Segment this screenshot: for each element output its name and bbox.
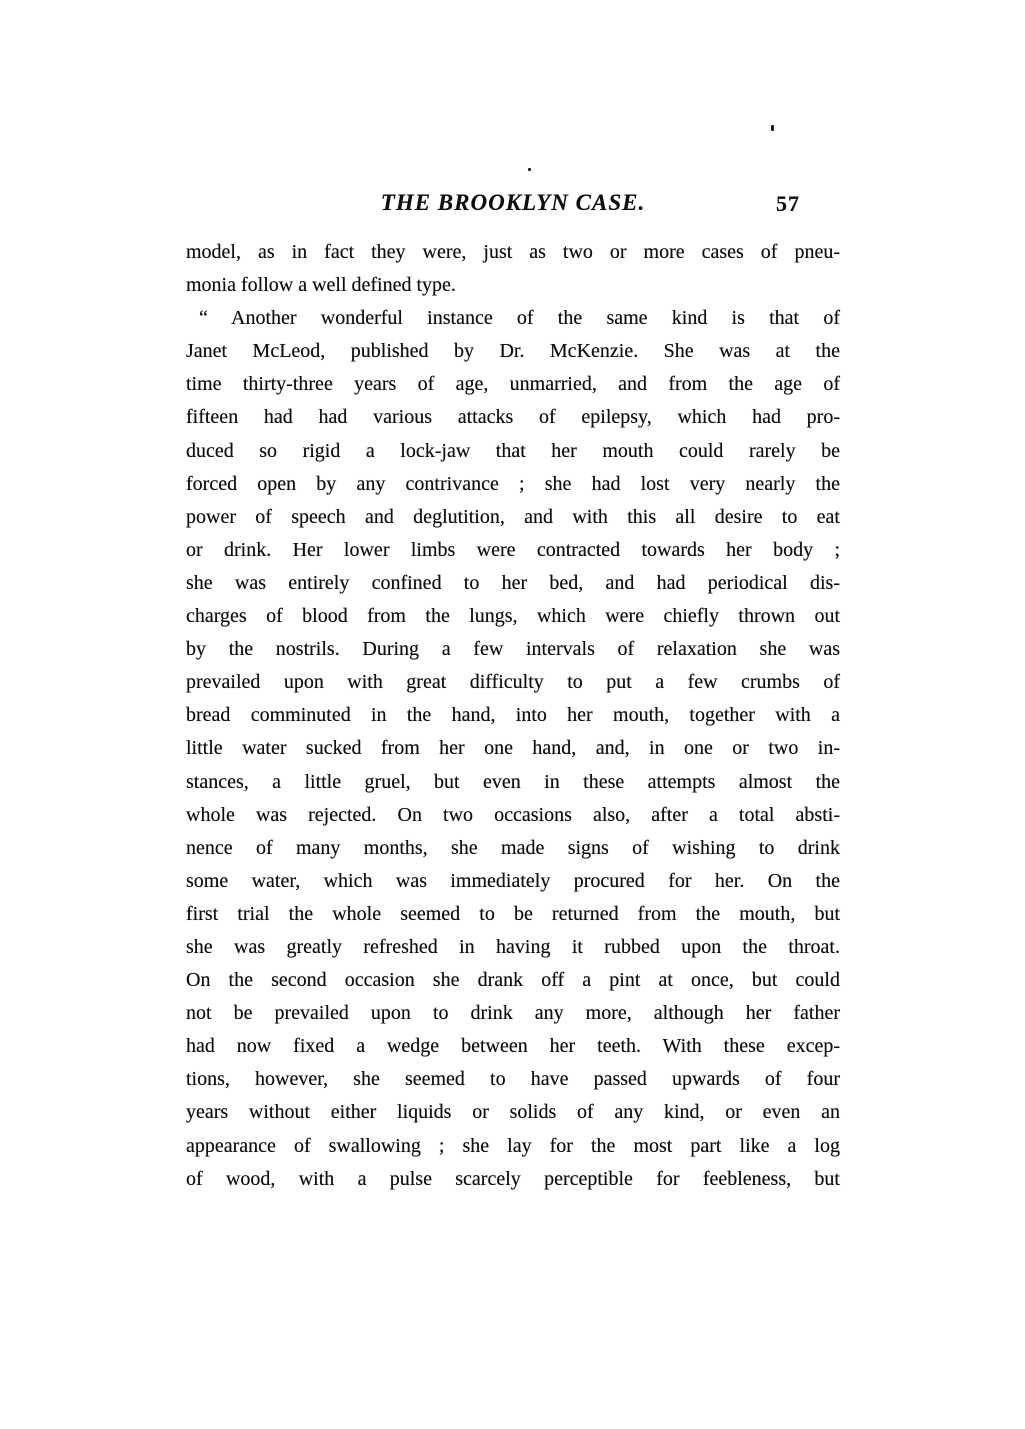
text-line: monia follow a well defined type. — [186, 274, 456, 297]
text-line: first trial the whole seemed to be returned from the mouth, but — [186, 902, 840, 925]
text-line: charges of blood from the lungs, which were chiefly thrown out — [186, 605, 840, 628]
text-line: had now fixed a wedge between her teeth. With these excep- — [186, 1035, 840, 1058]
text-line: Janet McLeod, published by Dr. McKenzie. She was at the — [186, 340, 840, 363]
page-body-text — [186, 236, 840, 1196]
ink-speck — [528, 168, 531, 171]
text-line: time thirty-three years of age, unmarried, and from the age of — [186, 373, 840, 396]
running-head — [186, 190, 840, 222]
text-line: whole was rejected. On two occasions also, after a total absti- — [186, 803, 840, 826]
text-line: bread comminuted in the hand, into her mouth, together with a — [186, 704, 840, 727]
text-line: not be prevailed upon to drink any more, although her father — [186, 1002, 840, 1025]
text-line: power of speech and deglutition, and with this all desire to eat — [186, 505, 840, 528]
page-number: 57 — [776, 191, 800, 216]
text-line: some water, which was immediately procured for her. On the — [186, 869, 840, 892]
text-line: she was greatly refreshed in having it rubbed upon the throat. — [186, 935, 840, 958]
text-line: fifteen had had various attacks of epilepsy, which had pro- — [186, 406, 840, 429]
text-line: years without either liquids or solids of any kind, or even an — [186, 1101, 840, 1124]
text-line: model, as in fact they were, just as two or more cases of pneu- — [186, 241, 840, 263]
text-line: or drink. Her lower limbs were contracted towards her body ; — [186, 538, 840, 561]
text-line: On the second occasion she drank off a pint at once, but could — [186, 969, 840, 992]
text-line: prevailed upon with great difficulty to put a few crumbs of — [186, 671, 840, 694]
text-line: by the nostrils. During a few intervals of relaxation she was — [186, 638, 840, 661]
text-line: tions, however, she seemed to have passed upwards of four — [186, 1068, 840, 1091]
text-line: little water sucked from her one hand, and, in one or two in- — [186, 737, 840, 760]
text-line: she was entirely confined to her bed, and had periodical dis- — [186, 571, 840, 594]
running-head-title: THE BROOKLYN CASE. — [380, 190, 646, 215]
text-line: forced open by any contrivance ; she had lost very nearly the — [186, 472, 840, 495]
text-line: of wood, with a pulse scarcely perceptible for feebleness, but — [186, 1167, 840, 1190]
text-line: stances, a little gruel, but even in these attempts almost the — [186, 770, 840, 793]
text-line: nence of many months, she made signs of wishing to drink — [186, 836, 840, 859]
ink-speck — [771, 125, 774, 131]
text-line: appearance of swallowing ; she lay for the most part like a log — [186, 1134, 840, 1157]
text-line: duced so rigid a lock-jaw that her mouth could rarely be — [186, 439, 840, 462]
text-line: “ Another wonderful instance of the same kind is that of — [199, 307, 840, 330]
